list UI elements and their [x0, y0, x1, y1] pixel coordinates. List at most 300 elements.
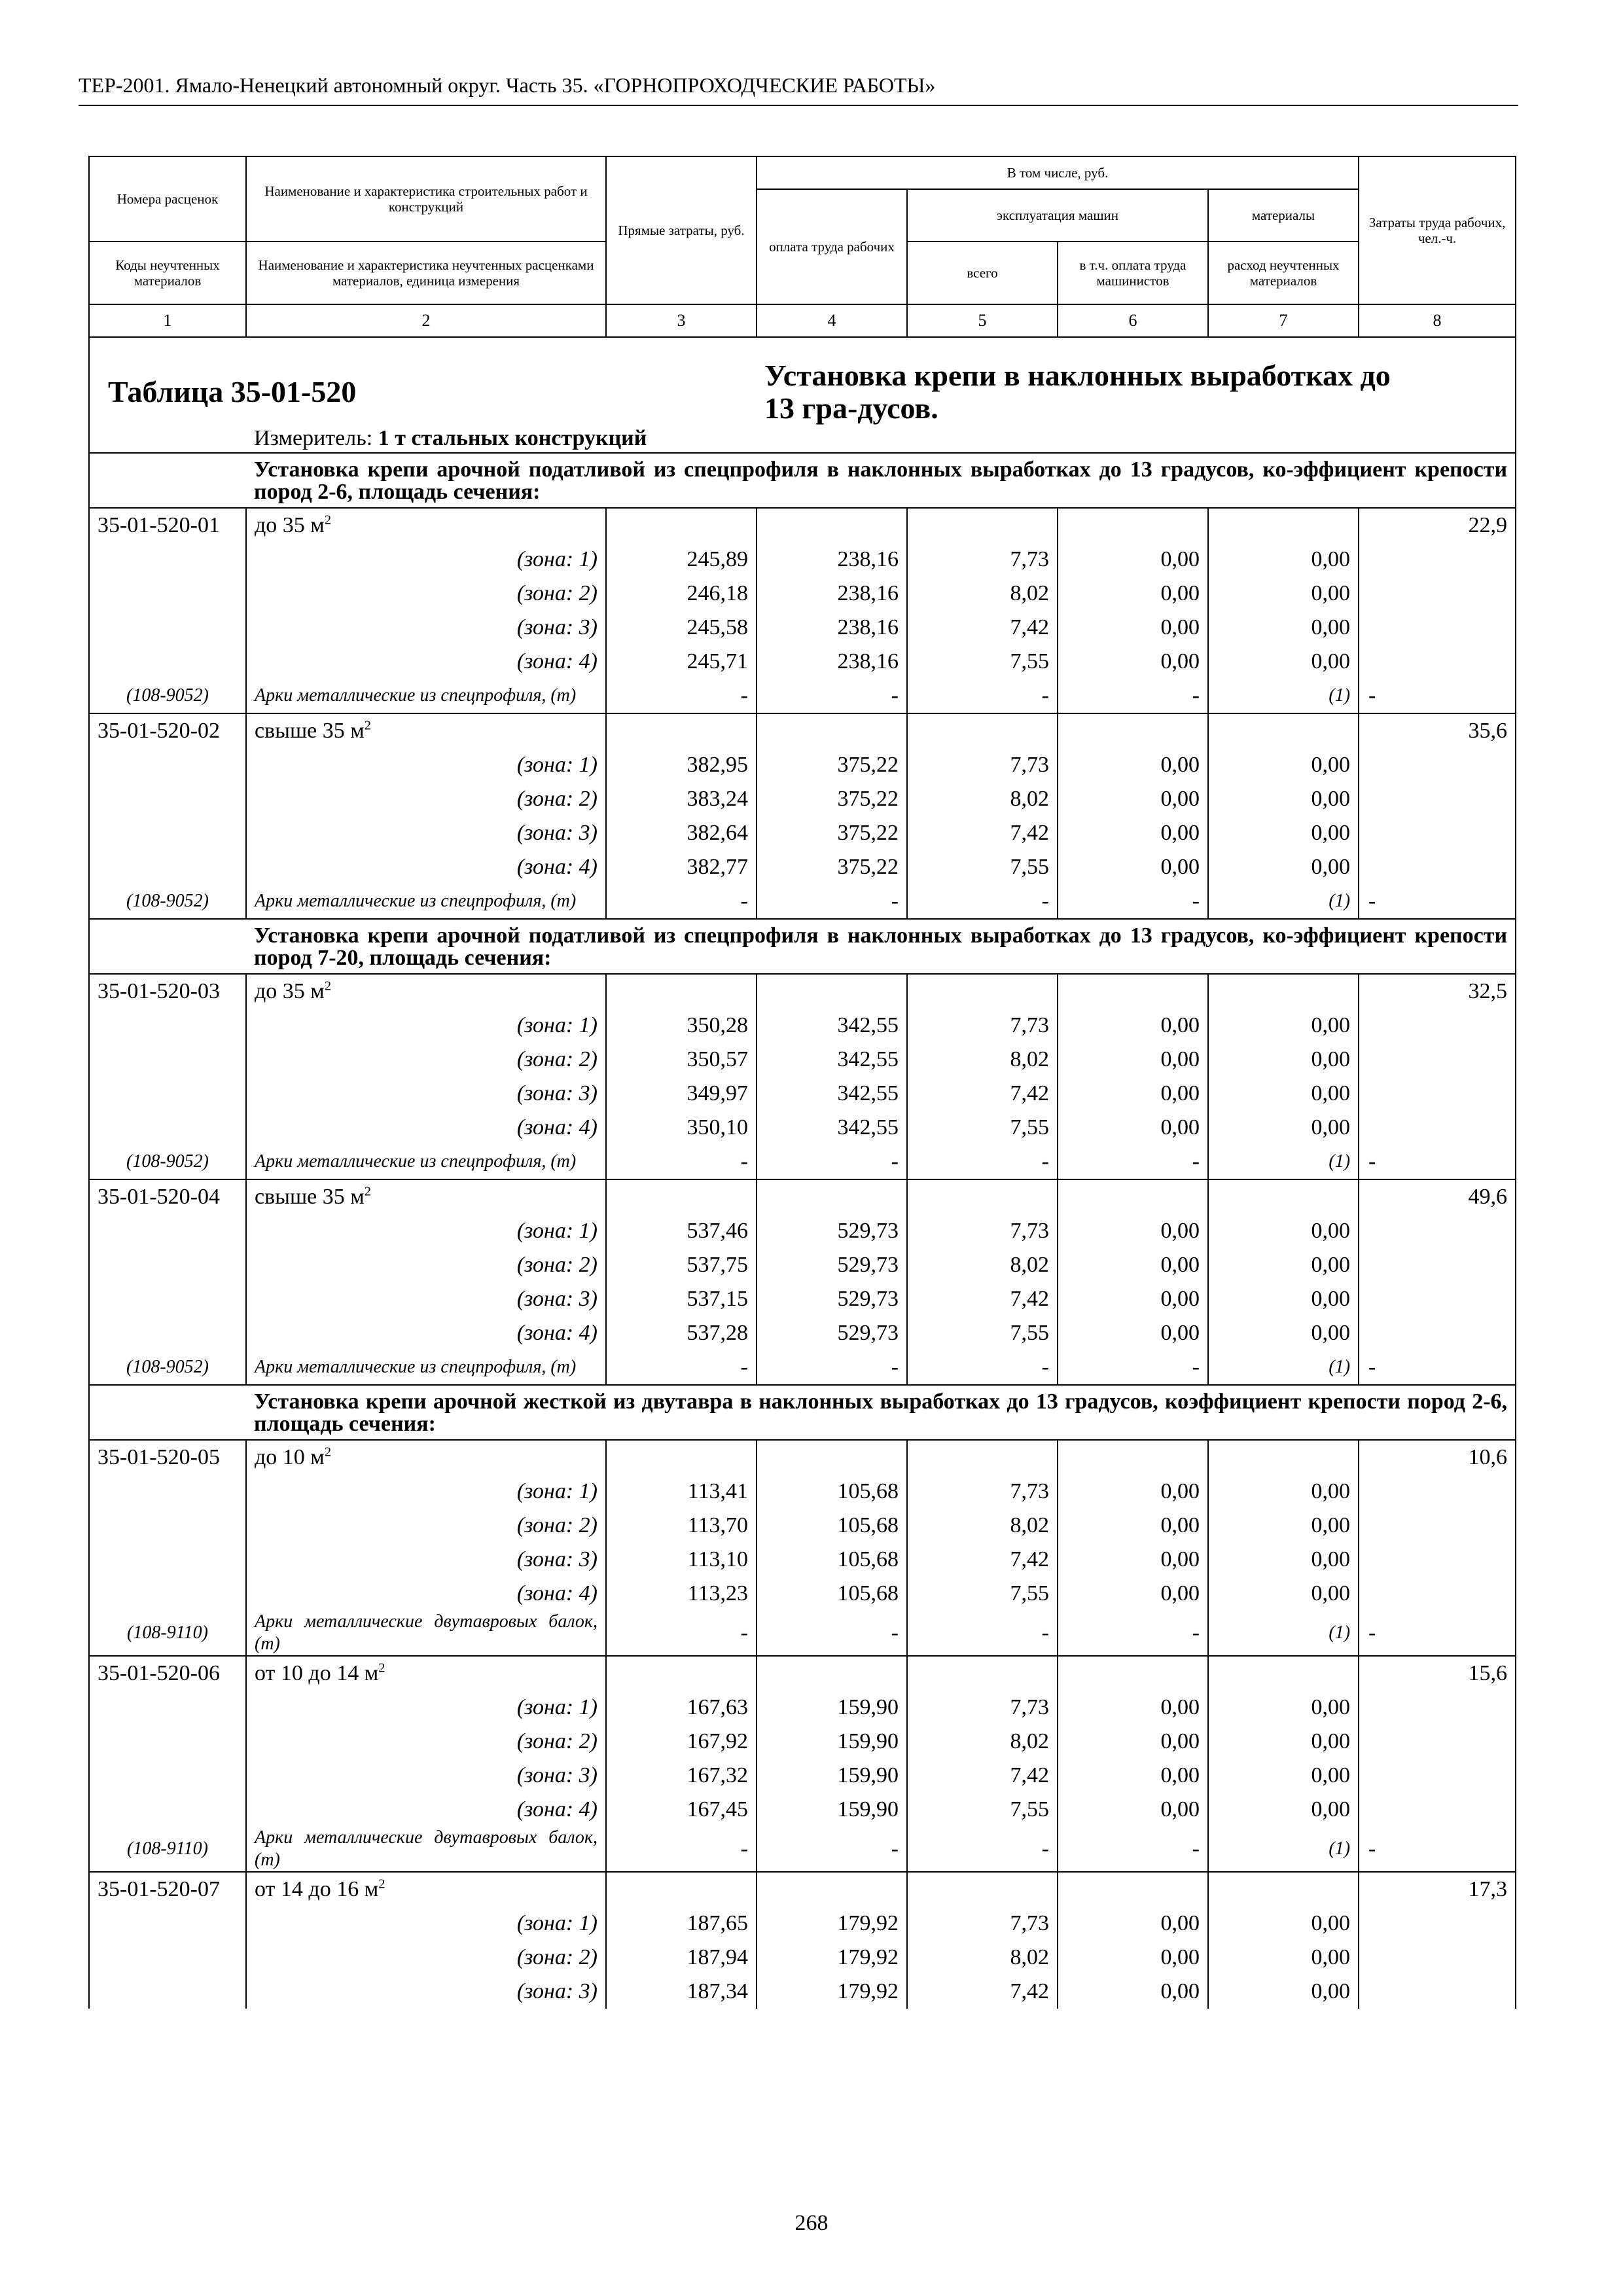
- material-value: -: [907, 679, 1058, 713]
- empty-cell: [907, 713, 1058, 748]
- materials-cost: 0,00: [1208, 1941, 1359, 1975]
- material-value: -: [757, 679, 907, 713]
- machinist-pay: 0,00: [1058, 1316, 1208, 1350]
- zone-row: [89, 782, 1516, 816]
- col-number: 8: [1359, 304, 1516, 337]
- empty-cell: [757, 1440, 907, 1475]
- worker-pay: 529,73: [757, 1316, 907, 1350]
- material-value: -: [757, 1827, 907, 1872]
- material-value: (1): [1208, 1350, 1359, 1385]
- material-value: -: [606, 1145, 757, 1179]
- empty-cell: [757, 713, 907, 748]
- direct-cost: 382,95: [606, 748, 757, 782]
- worker-pay: 179,92: [757, 1941, 907, 1975]
- worker-pay: 238,16: [757, 543, 907, 577]
- empty-cell: [89, 1759, 246, 1793]
- material-value: -: [1359, 1611, 1516, 1656]
- material-value: -: [606, 884, 757, 919]
- zone-row: [89, 1941, 1516, 1975]
- zone-label: (зона: 2): [246, 782, 606, 816]
- materials-cost: 0,00: [1208, 1509, 1359, 1543]
- machinist-pay: 0,00: [1058, 1975, 1208, 2009]
- material-name: Арки металлические из спецпрофиля, (т): [246, 1350, 606, 1385]
- empty-cell: [1208, 1440, 1359, 1475]
- direct-cost: 245,89: [606, 543, 757, 577]
- col-number: 1: [89, 304, 246, 337]
- section-spacer: [89, 919, 246, 974]
- materials-cost: 0,00: [1208, 577, 1359, 611]
- zone-row: [89, 1111, 1516, 1145]
- direct-cost: 167,63: [606, 1691, 757, 1725]
- zone-label: (зона: 3): [246, 1543, 606, 1577]
- machine-total: 7,73: [907, 1907, 1058, 1941]
- worker-pay: 159,90: [757, 1759, 907, 1793]
- material-value: -: [1058, 1350, 1208, 1385]
- col-number: 2: [246, 304, 606, 337]
- empty-cell: [1058, 713, 1208, 748]
- machine-total: 7,73: [907, 1009, 1058, 1043]
- section-title: Установка крепи арочной жесткой из двутавра в наклонных выработках до 13 градусов, коэффициент крепости пород 2-6, площадь сечения:: [246, 1385, 1516, 1440]
- superscript: 2: [324, 978, 332, 994]
- materials-cost: 0,00: [1208, 1577, 1359, 1611]
- materials-cost: 0,00: [1208, 543, 1359, 577]
- direct-cost: 537,28: [606, 1316, 757, 1350]
- empty-cell: [1208, 1656, 1359, 1691]
- zone-row: [89, 1009, 1516, 1043]
- zone-label: (зона: 1): [246, 1691, 606, 1725]
- empty-cell: [1359, 1043, 1516, 1077]
- empty-cell: [1359, 1111, 1516, 1145]
- machine-total: 7,55: [907, 1793, 1058, 1827]
- empty-cell: [89, 1793, 246, 1827]
- worker-pay: 529,73: [757, 1214, 907, 1248]
- empty-cell: [1058, 508, 1208, 543]
- material-code: (108-9052): [89, 1145, 246, 1179]
- materials-cost: 0,00: [1208, 1009, 1359, 1043]
- zone-row: [89, 1577, 1516, 1611]
- worker-pay: 342,55: [757, 1009, 907, 1043]
- section-title: Установка крепи арочной податливой из спецпрофиля в наклонных выработках до 13 градусов, ко-эффициент крепости пород 7-20, площадь сечения:: [246, 919, 1516, 974]
- worker-pay: 105,68: [757, 1577, 907, 1611]
- worker-pay: 375,22: [757, 816, 907, 850]
- empty-cell: [1359, 577, 1516, 611]
- rate-name: [246, 974, 606, 1009]
- direct-cost: 350,28: [606, 1009, 757, 1043]
- materials-header: материалы: [1208, 189, 1359, 242]
- materials-cost: 0,00: [1208, 1282, 1359, 1316]
- machine-total: 7,73: [907, 543, 1058, 577]
- machinist-pay: 0,00: [1058, 1509, 1208, 1543]
- machine-total: 7,42: [907, 1975, 1058, 2009]
- machinist-pay: 0,00: [1058, 1077, 1208, 1111]
- zone-label: (зона: 1): [246, 1009, 606, 1043]
- material-value: -: [907, 884, 1058, 919]
- direct-cost: 349,97: [606, 1077, 757, 1111]
- empty-cell: [1359, 748, 1516, 782]
- empty-cell: [89, 1975, 246, 2009]
- zone-label: (зона: 2): [246, 1509, 606, 1543]
- material-value: (1): [1208, 1145, 1359, 1179]
- empty-cell: [606, 1440, 757, 1475]
- worker-pay: 529,73: [757, 1248, 907, 1282]
- material-name: Арки металлические двутавровых балок, (т): [246, 1827, 606, 1872]
- zone-label: (зона: 1): [246, 1907, 606, 1941]
- material-value: -: [1359, 884, 1516, 919]
- empty-cell: [1058, 1656, 1208, 1691]
- rate-row: [89, 1440, 1516, 1475]
- materials-cost: 0,00: [1208, 1725, 1359, 1759]
- material-row: [89, 1145, 1516, 1179]
- section-spacer: [89, 453, 246, 508]
- zone-row: [89, 1793, 1516, 1827]
- material-value: -: [757, 1145, 907, 1179]
- empty-cell: [1359, 543, 1516, 577]
- zone-label: (зона: 4): [246, 1316, 606, 1350]
- machine-total: 7,42: [907, 611, 1058, 645]
- materials-cost: 0,00: [1208, 611, 1359, 645]
- zone-row: [89, 1509, 1516, 1543]
- rate-name-text: от 14 до 16 м: [255, 1877, 379, 1901]
- empty-cell: [907, 974, 1058, 1009]
- rate-code: 35-01-520-07: [89, 1872, 246, 1907]
- empty-cell: [1359, 1214, 1516, 1248]
- section-row: [89, 453, 1516, 508]
- col-number: 6: [1058, 304, 1208, 337]
- empty-cell: [757, 508, 907, 543]
- empty-cell: [89, 645, 246, 679]
- empty-cell: [907, 1440, 1058, 1475]
- materials-cost: 0,00: [1208, 1316, 1359, 1350]
- material-code: (108-9052): [89, 679, 246, 713]
- zone-label: (зона: 4): [246, 1793, 606, 1827]
- direct-cost: 382,77: [606, 850, 757, 884]
- materials-cost: 0,00: [1208, 1691, 1359, 1725]
- machinist-pay: 0,00: [1058, 543, 1208, 577]
- empty-cell: [89, 1725, 246, 1759]
- machinist-pay: 0,00: [1058, 1214, 1208, 1248]
- machine-total: 7,73: [907, 1691, 1058, 1725]
- zone-label: (зона: 3): [246, 816, 606, 850]
- empty-cell: [89, 850, 246, 884]
- direct-cost: 113,41: [606, 1475, 757, 1509]
- zone-label: (зона: 2): [246, 1248, 606, 1282]
- direct-cost: 383,24: [606, 782, 757, 816]
- zone-label: (зона: 3): [246, 1282, 606, 1316]
- material-name: Арки металлические двутавровых балок, (т): [246, 1611, 606, 1656]
- empty-cell: [89, 1248, 246, 1282]
- empty-cell: [1359, 1543, 1516, 1577]
- rate-name-text: от 10 до 14 м: [255, 1661, 379, 1685]
- col8-header: Затраты труда рабочих, чел.-ч.: [1359, 156, 1516, 304]
- machinist-pay: 0,00: [1058, 1725, 1208, 1759]
- empty-cell: [1208, 1179, 1359, 1214]
- direct-cost: 245,71: [606, 645, 757, 679]
- zone-label: (зона: 3): [246, 1759, 606, 1793]
- col5-header: всего: [907, 242, 1058, 304]
- material-value: -: [1058, 1145, 1208, 1179]
- worker-pay: 105,68: [757, 1509, 907, 1543]
- machine-total: 7,42: [907, 1759, 1058, 1793]
- col-number: 4: [757, 304, 907, 337]
- direct-cost: 167,45: [606, 1793, 757, 1827]
- col4-header: оплата труда рабочих: [757, 189, 907, 304]
- machinist-pay: 0,00: [1058, 748, 1208, 782]
- material-code: (108-9052): [89, 884, 246, 919]
- materials-cost: 0,00: [1208, 1793, 1359, 1827]
- zone-row: [89, 645, 1516, 679]
- machinist-pay: 0,00: [1058, 1111, 1208, 1145]
- superscript: 2: [324, 1444, 332, 1460]
- zone-row: [89, 1316, 1516, 1350]
- empty-cell: [89, 1509, 246, 1543]
- worker-pay: 375,22: [757, 850, 907, 884]
- materials-cost: 0,00: [1208, 645, 1359, 679]
- materials-cost: 0,00: [1208, 1077, 1359, 1111]
- empty-cell: [1359, 1282, 1516, 1316]
- rate-name: [246, 508, 606, 543]
- empty-cell: [1359, 816, 1516, 850]
- direct-cost: 113,23: [606, 1577, 757, 1611]
- material-name: Арки металлические из спецпрофиля, (т): [246, 679, 606, 713]
- material-value: -: [606, 1350, 757, 1385]
- machinist-pay: 0,00: [1058, 1577, 1208, 1611]
- worker-pay: 238,16: [757, 645, 907, 679]
- empty-cell: [757, 1179, 907, 1214]
- empty-cell: [89, 1009, 246, 1043]
- empty-cell: [1359, 782, 1516, 816]
- col2-top-header: Наименование и характеристика строительных работ и конструкций: [246, 156, 606, 242]
- rate-name-text: свыше 35 м: [255, 719, 365, 743]
- rate-row: [89, 508, 1516, 543]
- rate-code: 35-01-520-06: [89, 1656, 246, 1691]
- zone-label: (зона: 4): [246, 1577, 606, 1611]
- material-value: (1): [1208, 679, 1359, 713]
- empty-cell: [89, 1077, 246, 1111]
- materials-cost: 0,00: [1208, 1975, 1359, 2009]
- empty-cell: [89, 1111, 246, 1145]
- empty-cell: [1208, 1872, 1359, 1907]
- empty-cell: [757, 1872, 907, 1907]
- zone-row: [89, 748, 1516, 782]
- col6-header: в т.ч. оплата труда машинистов: [1058, 242, 1208, 304]
- machine-total: 7,42: [907, 1543, 1058, 1577]
- zone-label: (зона: 1): [246, 543, 606, 577]
- worker-pay: 238,16: [757, 611, 907, 645]
- empty-cell: [89, 1282, 246, 1316]
- material-value: -: [1058, 679, 1208, 713]
- machine-total: 8,02: [907, 1248, 1058, 1282]
- machine-total: 7,55: [907, 850, 1058, 884]
- empty-cell: [1359, 1975, 1516, 2009]
- empty-cell: [907, 1179, 1058, 1214]
- empty-cell: [1359, 1793, 1516, 1827]
- materials-cost: 0,00: [1208, 748, 1359, 782]
- machinist-pay: 0,00: [1058, 850, 1208, 884]
- empty-cell: [907, 1872, 1058, 1907]
- machine-total: 7,42: [907, 1282, 1058, 1316]
- group-header: В том числе, руб.: [757, 156, 1359, 189]
- empty-cell: [1208, 713, 1359, 748]
- material-value: -: [907, 1827, 1058, 1872]
- material-row: [89, 884, 1516, 919]
- labor-cost: 17,3: [1359, 1872, 1516, 1907]
- header-rule: [79, 105, 1518, 106]
- empty-cell: [907, 1656, 1058, 1691]
- material-value: (1): [1208, 1611, 1359, 1656]
- materials-cost: 0,00: [1208, 782, 1359, 816]
- material-value: -: [606, 1827, 757, 1872]
- materials-cost: 0,00: [1208, 1214, 1359, 1248]
- col-number: 7: [1208, 304, 1359, 337]
- material-value: -: [907, 1611, 1058, 1656]
- section-row: [89, 919, 1516, 974]
- empty-cell: [1359, 645, 1516, 679]
- col1-top-header: Номера расценок: [89, 156, 246, 242]
- empty-cell: [757, 1656, 907, 1691]
- rate-code: 35-01-520-04: [89, 1179, 246, 1214]
- worker-pay: 342,55: [757, 1077, 907, 1111]
- machine-total: 8,02: [907, 577, 1058, 611]
- material-value: (1): [1208, 884, 1359, 919]
- direct-cost: 382,64: [606, 816, 757, 850]
- direct-cost: 113,70: [606, 1509, 757, 1543]
- zone-label: (зона: 1): [246, 748, 606, 782]
- empty-cell: [89, 1691, 246, 1725]
- machinist-pay: 0,00: [1058, 577, 1208, 611]
- machinist-pay: 0,00: [1058, 1907, 1208, 1941]
- machinist-pay: 0,00: [1058, 1543, 1208, 1577]
- materials-cost: 0,00: [1208, 1111, 1359, 1145]
- empty-cell: [89, 1316, 246, 1350]
- empty-cell: [89, 543, 246, 577]
- material-code: (108-9110): [89, 1611, 246, 1656]
- worker-pay: 179,92: [757, 1907, 907, 1941]
- materials-cost: 0,00: [1208, 1475, 1359, 1509]
- table-title: Таблица 35-01-520: [89, 359, 757, 425]
- col7-header: расход неучтенных материалов: [1208, 242, 1359, 304]
- rate-name: [246, 1656, 606, 1691]
- direct-cost: 350,57: [606, 1043, 757, 1077]
- empty-cell: [1359, 1248, 1516, 1282]
- worker-pay: 342,55: [757, 1043, 907, 1077]
- machinist-pay: 0,00: [1058, 816, 1208, 850]
- zone-row: [89, 850, 1516, 884]
- col-number: 3: [606, 304, 757, 337]
- superscript: 2: [378, 1660, 385, 1676]
- empty-cell: [89, 577, 246, 611]
- rate-name: [246, 713, 606, 748]
- zone-row: [89, 1907, 1516, 1941]
- zone-row: [89, 1214, 1516, 1248]
- material-value: -: [907, 1350, 1058, 1385]
- zone-label: (зона: 2): [246, 1725, 606, 1759]
- zone-label: (зона: 1): [246, 1214, 606, 1248]
- machine-total: 7,55: [907, 1111, 1058, 1145]
- material-value: -: [1058, 884, 1208, 919]
- material-value: -: [1058, 1827, 1208, 1872]
- section-row: [89, 1385, 1516, 1440]
- material-value: -: [1359, 1827, 1516, 1872]
- labor-cost: 22,9: [1359, 508, 1516, 543]
- direct-cost: 167,92: [606, 1725, 757, 1759]
- worker-pay: 159,90: [757, 1793, 907, 1827]
- machine-total: 7,42: [907, 1077, 1058, 1111]
- empty-cell: [1359, 611, 1516, 645]
- empty-cell: [907, 508, 1058, 543]
- zone-row: [89, 1975, 1516, 2009]
- empty-cell: [606, 1872, 757, 1907]
- empty-cell: [89, 1475, 246, 1509]
- zone-row: [89, 1691, 1516, 1725]
- col2-bottom-header: Наименование и характеристика неучтенных расценками материалов, единица измерения: [246, 242, 606, 304]
- empty-cell: [89, 1043, 246, 1077]
- machine-total: 8,02: [907, 782, 1058, 816]
- direct-cost: 187,34: [606, 1975, 757, 2009]
- machine-total: 8,02: [907, 1509, 1058, 1543]
- labor-cost: 35,6: [1359, 713, 1516, 748]
- material-name: Арки металлические из спецпрофиля, (т): [246, 1145, 606, 1179]
- empty-cell: [1058, 1440, 1208, 1475]
- superscript: 2: [364, 718, 371, 733]
- worker-pay: 342,55: [757, 1111, 907, 1145]
- labor-cost: 15,6: [1359, 1656, 1516, 1691]
- worker-pay: 238,16: [757, 577, 907, 611]
- empty-cell: [1359, 1907, 1516, 1941]
- machine-total: 8,02: [907, 1941, 1058, 1975]
- empty-cell: [89, 1941, 246, 1975]
- rate-name-text: до 35 м: [255, 513, 325, 537]
- zone-row: [89, 1759, 1516, 1793]
- zone-row: [89, 543, 1516, 577]
- machinist-pay: 0,00: [1058, 1043, 1208, 1077]
- empty-cell: [89, 611, 246, 645]
- direct-cost: 246,18: [606, 577, 757, 611]
- zone-label: (зона: 1): [246, 1475, 606, 1509]
- machine-total: 7,55: [907, 645, 1058, 679]
- zone-label: (зона: 2): [246, 577, 606, 611]
- direct-cost: 245,58: [606, 611, 757, 645]
- empty-cell: [757, 974, 907, 1009]
- material-value: -: [757, 884, 907, 919]
- rate-row: [89, 1179, 1516, 1214]
- machinist-pay: 0,00: [1058, 1009, 1208, 1043]
- materials-cost: 0,00: [1208, 850, 1359, 884]
- rate-row: [89, 974, 1516, 1009]
- zone-row: [89, 1282, 1516, 1316]
- labor-cost: 10,6: [1359, 1440, 1516, 1475]
- empty-cell: [1359, 1691, 1516, 1725]
- machinist-pay: 0,00: [1058, 645, 1208, 679]
- rate-code: 35-01-520-03: [89, 974, 246, 1009]
- material-value: -: [1359, 679, 1516, 713]
- empty-cell: [1359, 1725, 1516, 1759]
- empty-cell: [89, 1543, 246, 1577]
- zone-row: [89, 611, 1516, 645]
- empty-cell: [89, 782, 246, 816]
- empty-cell: [1208, 974, 1359, 1009]
- table-name: Установка крепи в наклонных выработках до 13 гра-дусов.: [757, 359, 1516, 425]
- direct-cost: 187,94: [606, 1941, 757, 1975]
- direct-cost: 537,75: [606, 1248, 757, 1282]
- rate-row: [89, 1872, 1516, 1907]
- empty-cell: [89, 1907, 246, 1941]
- zone-row: [89, 1725, 1516, 1759]
- materials-cost: 0,00: [1208, 1907, 1359, 1941]
- direct-cost: 167,32: [606, 1759, 757, 1793]
- machine-total: 7,55: [907, 1316, 1058, 1350]
- direct-cost: 537,15: [606, 1282, 757, 1316]
- empty-cell: [1359, 1941, 1516, 1975]
